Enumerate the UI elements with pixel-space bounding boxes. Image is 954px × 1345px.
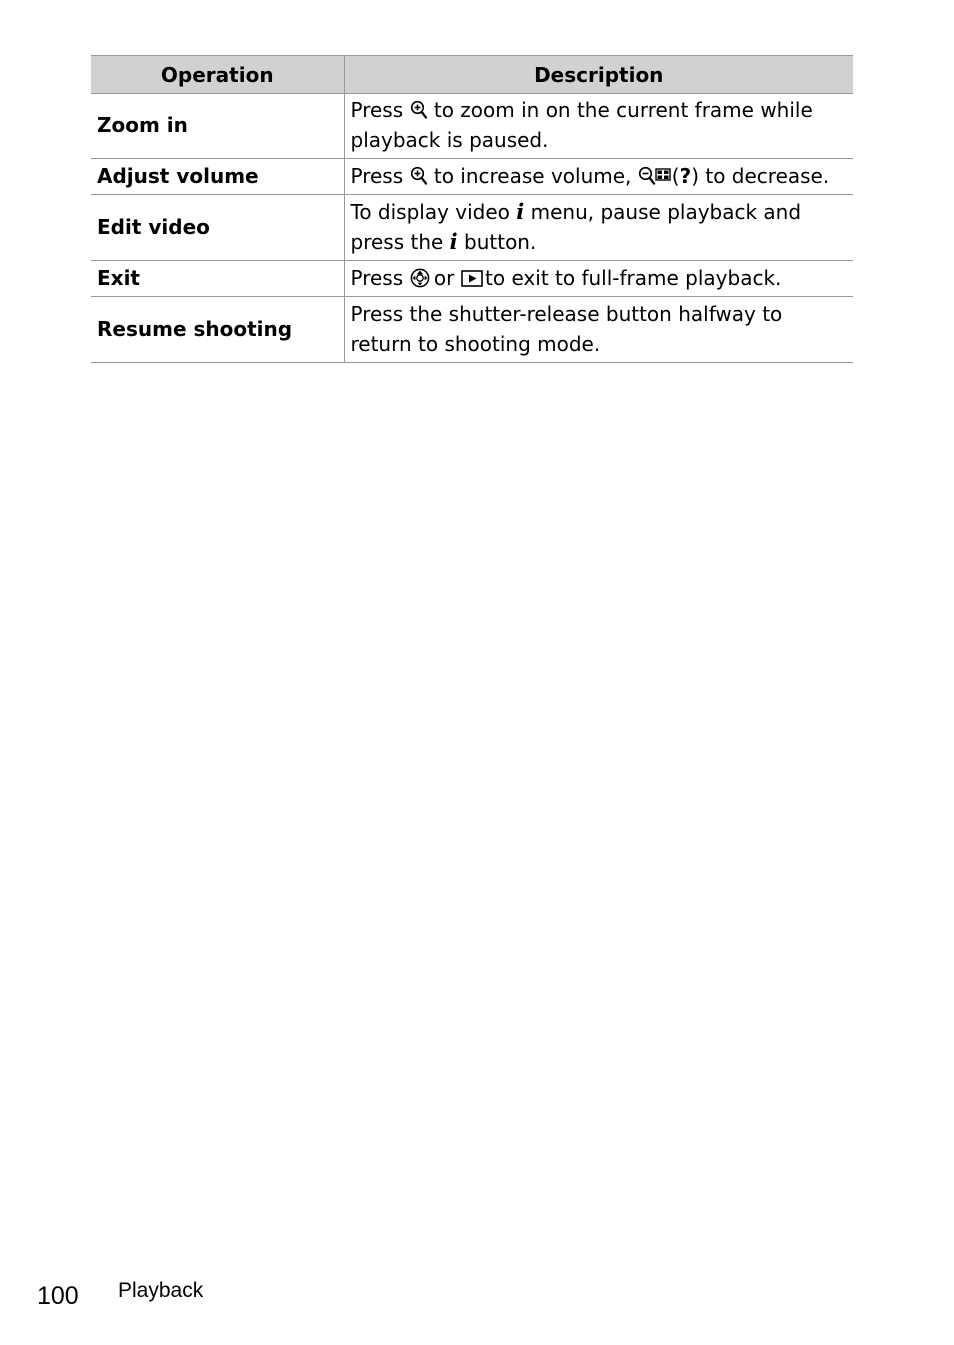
description-text: To display video [350,199,510,224]
description-cell [344,94,853,159]
description-text: to increase volume, [433,163,632,188]
operation-cell: Zoom in [91,94,344,159]
table-row [91,297,853,363]
description-text: to exit to full-frame playback. [485,265,782,290]
i-button-icon: i [449,228,458,254]
table-row [91,159,853,195]
header-description: Description [344,56,853,94]
operation-cell: Adjust volume [91,159,344,195]
description-cell [344,159,853,195]
description-text: button. [464,229,537,254]
table-row [91,261,853,297]
description-text: menu, pause playback and press the [350,199,802,254]
description-text: ( [671,163,680,188]
description-cell [344,261,853,297]
description-text: Press [350,265,404,290]
table-row [91,195,853,261]
description-text: ) to decrease. [691,163,830,188]
operation-cell: Exit [91,261,344,297]
help-button-glyph: ? [679,163,692,188]
playback-icon [461,268,479,288]
i-button-icon: i [516,198,525,224]
zoom-in-icon [410,166,428,186]
table-header-row [91,56,853,94]
description-text: to zoom in on the current frame while playback is paused. [350,98,813,152]
description-text: Press the shutter-release button halfway to return to shooting mode. [350,301,783,356]
header-operation: Operation [91,56,344,94]
operations-table [91,55,853,363]
description-cell [344,195,853,261]
description-cell [344,297,853,363]
description-text: or [433,265,455,290]
description-text: Press [350,98,404,122]
operation-cell: Resume shooting [91,297,344,363]
multi-selector-up-icon [410,268,428,288]
description-text: Press [350,163,404,188]
table-row [91,94,853,159]
zoom-in-icon [410,100,428,120]
zoom-out-thumbnail-icon [638,166,672,186]
section-name: Playback [118,1279,204,1302]
operation-cell: Edit video [91,195,344,261]
page-number: 100 [37,1282,79,1310]
